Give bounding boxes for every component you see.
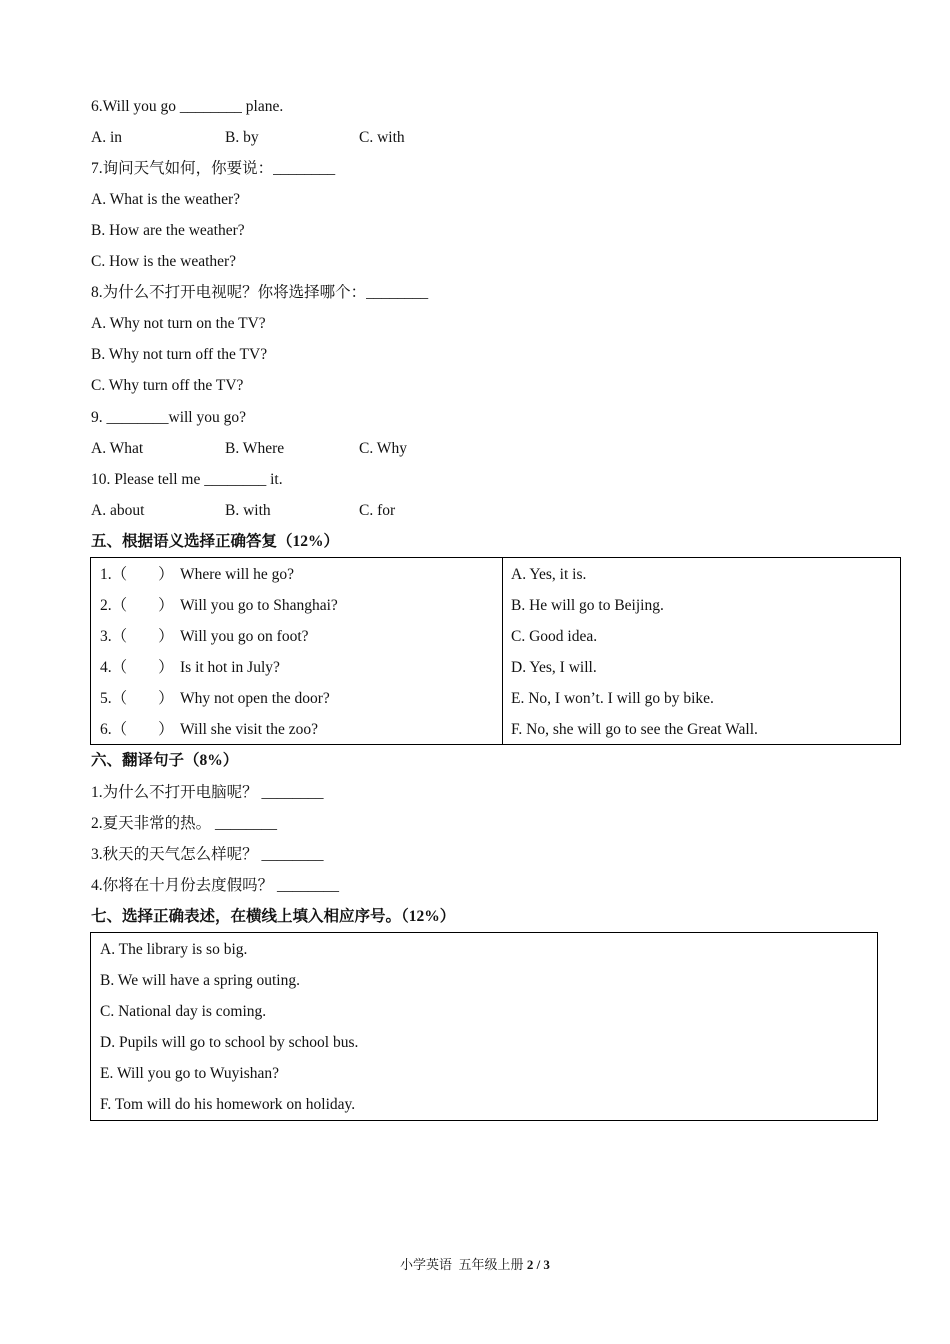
option-b: B. with: [225, 502, 271, 519]
match-answer-d: D. Yes, I will.: [511, 659, 597, 676]
option-b: B. Where: [225, 440, 285, 457]
option-c: C. for: [359, 502, 396, 519]
answer-blank: 1.（ ）: [100, 566, 174, 583]
translate-item-1: 1.为什么不打开电脑呢？ ________: [91, 784, 324, 801]
question-7-option-b: B. How are the weather?: [91, 222, 245, 239]
option-c: C. Why: [359, 440, 407, 457]
question-8-option-c: C. Why turn off the TV?: [91, 377, 244, 394]
matching-table: [90, 557, 901, 745]
option-a: A. What: [91, 440, 144, 457]
statement-d: D. Pupils will go to school by school bus.: [100, 1034, 359, 1051]
statement-f: F. Tom will do his homework on holiday.: [100, 1096, 356, 1113]
question-7-stem: 7.询问天气如何，你要说：________: [91, 160, 336, 177]
match-answer-e: E. No, I won’t. I will go by bike.: [511, 690, 714, 707]
statement-c: C. National day is coming.: [100, 1003, 267, 1020]
answer-blank: 6.（ ）: [100, 721, 174, 738]
translate-item-3: 3.秋天的天气怎么样呢？ ________: [91, 846, 324, 863]
match-question-text: Is it hot in July?: [180, 659, 280, 676]
match-question-text: Will you go to Shanghai?: [180, 597, 338, 614]
statement-e: E. Will you go to Wuyishan?: [100, 1065, 279, 1082]
match-question-text: Will she visit the zoo?: [180, 721, 318, 738]
match-question-text: Where will he go?: [180, 566, 295, 583]
match-question-text: Why not open the door?: [180, 690, 330, 707]
match-answer-f: F. No, she will go to see the Great Wall.: [511, 721, 758, 738]
question-7-option-a: A. What is the weather?: [91, 191, 241, 208]
translate-item-4: 4.你将在十月份去度假吗？ ________: [91, 877, 340, 894]
question-6-stem: 6.Will you go ________ plane.: [91, 98, 284, 115]
match-question-text: Will you go on foot?: [180, 628, 309, 645]
answer-blank: 5.（ ）: [100, 690, 174, 707]
statement-a: A. The library is so big.: [100, 941, 248, 958]
match-answer-b: B. He will go to Beijing.: [511, 597, 664, 614]
question-10-stem: 10. Please tell me ________ it.: [91, 471, 283, 488]
answer-blank: 4.（ ）: [100, 659, 174, 676]
page-footer: [0, 1256, 950, 1274]
question-8-option-a: A. Why not turn on the TV?: [91, 315, 266, 332]
match-answer-a: A. Yes, it is.: [511, 566, 587, 583]
statement-options-box: [90, 932, 878, 1121]
answer-blank: 3.（ ）: [100, 628, 174, 645]
statement-b: B. We will have a spring outing.: [100, 972, 300, 989]
question-8-stem: 8.为什么不打开电视呢？你将选择哪个：________: [91, 284, 429, 301]
option-a: A. about: [91, 502, 145, 519]
page-number: 2 / 3: [526, 1257, 550, 1272]
section-6-heading: 六、翻译句子（8%）: [91, 752, 239, 769]
answer-blank: 2.（ ）: [100, 597, 174, 614]
option-a: A. in: [91, 129, 122, 146]
question-7-option-c: C. How is the weather?: [91, 253, 237, 270]
footer-title: 小学英语 五年级上册: [400, 1257, 524, 1272]
section-7-heading: 七、选择正确表述，在横线上填入相应序号。（12%）: [91, 908, 456, 925]
question-9-stem: 9. ________will you go?: [91, 409, 246, 426]
match-answer-c: C. Good idea.: [511, 628, 598, 645]
translate-item-2: 2.夏天非常的热。 ________: [91, 815, 278, 832]
table-divider: [502, 558, 503, 744]
section-5-heading: 五、根据语义选择正确答复（12%）: [91, 533, 340, 550]
option-b: B. by: [225, 129, 259, 146]
question-8-option-b: B. Why not turn off the TV?: [91, 346, 268, 363]
option-c: C. with: [359, 129, 405, 146]
